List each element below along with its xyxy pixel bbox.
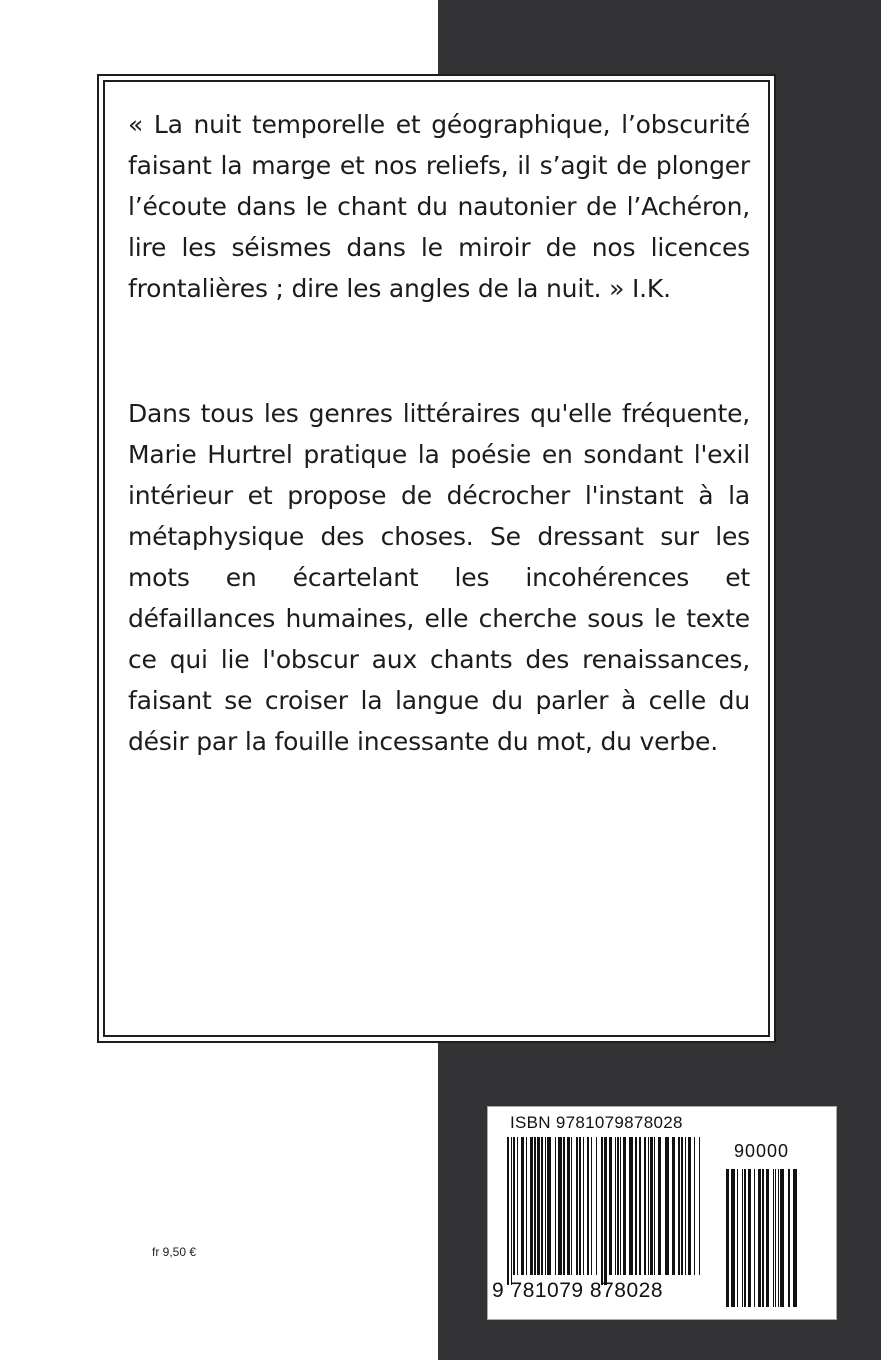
barcode-bar [563, 1137, 565, 1275]
barcode-bar [726, 1169, 729, 1307]
barcode-bar [742, 1169, 743, 1307]
barcode-bar [766, 1169, 769, 1307]
barcode-bar [617, 1137, 619, 1275]
barcode-bar [788, 1169, 790, 1307]
barcode-bar [685, 1137, 686, 1275]
barcode-bar [579, 1137, 581, 1275]
barcode-bar [511, 1137, 512, 1285]
barcode-addon-number: 90000 [734, 1141, 790, 1161]
barcode-bar [639, 1137, 641, 1275]
barcode-bar [744, 1169, 746, 1307]
barcode-bar [665, 1137, 669, 1275]
author-bio: Dans tous les genres littéraires qu'elle fréquente, Marie Hurtrel pratique la poésie en sondant l'exil intérieur et propose de décrocher l'instant à la métaphysique des choses. Se dressant sur les mots en écartelant les incohérences et défaillances humaines, elle cherche sous le texte ce qui lie l'obscur aux chants des renaissances, faisant se croiser la langue du parler à celle du désir par la fouille incessante du mot, du verbe. [128, 399, 750, 756]
barcode-bar [754, 1169, 755, 1307]
barcode-bar [773, 1169, 774, 1307]
barcode-bar [688, 1137, 691, 1275]
barcode-bar [526, 1137, 527, 1275]
barcode-bar [615, 1137, 616, 1275]
barcode-bar [558, 1137, 562, 1275]
barcode-bar [604, 1137, 607, 1285]
barcode-bar [644, 1137, 646, 1275]
barcode-bar [775, 1169, 776, 1307]
back-cover-quote: « La nuit temporelle et géographique, l’obscurité faisant la marge et nos reliefs, il s’agit de plonger l’écoute dans le chant du nautonier de l’Achéron, lire les séismes dans le miroir de nos licences frontalières ; dire les angles de la nuit. » I.K. [128, 110, 750, 303]
barcode-bar [545, 1137, 546, 1275]
isbn-barcode [487, 1106, 837, 1320]
barcode-bar [507, 1137, 509, 1285]
barcode-bar [650, 1137, 653, 1275]
barcode-bar [513, 1137, 515, 1275]
barcode-bar [601, 1137, 603, 1285]
barcode-bar [609, 1137, 612, 1275]
barcode-bar [672, 1137, 675, 1275]
barcode-bar [681, 1137, 683, 1275]
barcode-bar [635, 1137, 637, 1275]
barcode-bar [571, 1137, 572, 1275]
barcode-bar [534, 1137, 536, 1275]
barcode-bar [547, 1137, 551, 1275]
barcode-bar [567, 1137, 570, 1275]
barcode-bar [778, 1169, 779, 1307]
barcode-bar [576, 1137, 578, 1275]
barcode-bar [748, 1169, 751, 1307]
barcode-bar [758, 1169, 761, 1307]
barcode-bar [762, 1169, 764, 1307]
barcode-bar [737, 1169, 738, 1307]
price-label: fr 9,50 € [152, 1245, 197, 1259]
barcode-bar [587, 1137, 589, 1275]
isbn-label: ISBN 9781079878028 [510, 1113, 683, 1132]
barcode-digits: 9 781079 878028 [492, 1279, 663, 1302]
barcode-bar [537, 1137, 540, 1275]
barcode-bar [793, 1169, 797, 1307]
barcode-bar [658, 1137, 661, 1275]
barcode-bar [555, 1137, 556, 1275]
barcode-bar [629, 1137, 633, 1275]
barcode-bar [780, 1169, 784, 1307]
barcode-bar [530, 1137, 533, 1275]
barcode-bar [623, 1137, 626, 1275]
barcode-bar [583, 1137, 584, 1275]
barcode-bar [699, 1137, 700, 1275]
barcode-bar [521, 1137, 524, 1275]
barcode-bar [694, 1137, 695, 1275]
barcode-bar [596, 1137, 597, 1275]
barcode-bar [678, 1137, 680, 1275]
barcode-bar [620, 1137, 621, 1275]
barcode-bar [517, 1137, 518, 1275]
barcode-bar [731, 1169, 735, 1307]
barcode-bar [591, 1137, 592, 1275]
barcode-bar [648, 1137, 649, 1275]
barcode-bar [541, 1137, 543, 1275]
barcode-bar [654, 1137, 655, 1275]
